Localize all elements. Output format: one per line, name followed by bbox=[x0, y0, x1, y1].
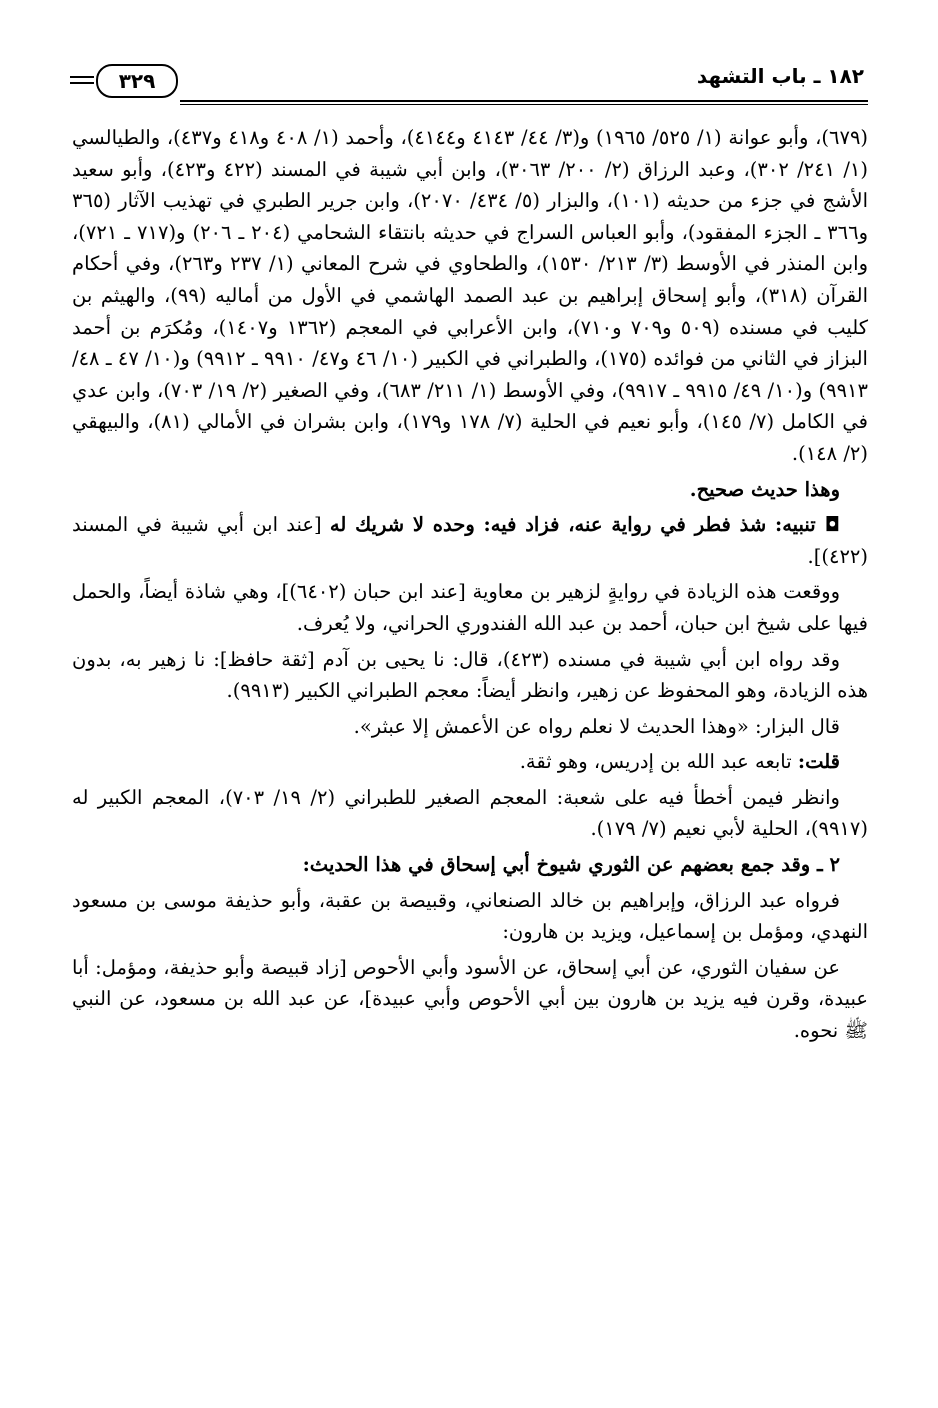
paragraph bbox=[72, 474, 868, 506]
paragraph bbox=[72, 885, 868, 948]
paragraph-text: وانظر فيمن أخطأ فيه على شعبة: المعجم الصغير للطبراني (٢/ ١٩/ ٧٠٣)، المعجم الكبير له (٩٩١٧)، الحلية لأبي نعيم (٧/ ١٧٩). bbox=[72, 785, 868, 841]
paragraph-lead: قلت: bbox=[797, 750, 840, 774]
page-number-ornament bbox=[70, 62, 200, 98]
paragraph bbox=[72, 711, 868, 743]
header-rule-thin bbox=[180, 104, 868, 105]
paragraph bbox=[72, 782, 868, 845]
page-number: ٣٢٩ bbox=[96, 64, 178, 98]
paragraph-text: وقد رواه ابن أبي شيبة في مسنده (٤٢٣)، قال: نا يحيى بن آدم [ثقة حافظ]: نا زهير به، بدون هذه الزيادة، وهو المحفوظ عن زهير، وانظر أيضاً: معجم الطبراني الكبير (٩٩١٣). bbox=[72, 647, 868, 703]
paragraph-text: [عند ابن أبي شيبة في المسند (٤٢٢)]. bbox=[72, 513, 868, 568]
paragraph-text: تابعه عبد الله بن إدريس، وهو ثقة. bbox=[519, 750, 798, 774]
paragraph-text: ووقعت هذه الزيادة في روايةٍ لزهير بن معاوية [عند ابن حبان (٦٤٠٢)]، وهي شاذة أيضاً، والحمل فيها على شيخ ابن حبان، أحمد بن عبد الله الفندوري الحراني، ولا يُعرف. bbox=[72, 580, 868, 635]
paragraph bbox=[72, 746, 868, 778]
ornament-line bbox=[70, 76, 94, 78]
paragraph bbox=[72, 644, 868, 707]
paragraph-text: فرواه عبد الرزاق، وإبراهيم بن خالد الصنعاني، وقبيصة بن عقبة، وأبو حذيفة موسى بن مسعود النهدي، ومؤمل بن إسماعيل، ويزيد بن هارون: bbox=[72, 888, 868, 944]
chapter-title: ١٨٢ ـ باب التشهد bbox=[696, 64, 864, 88]
paragraph-lead: ◘ تنبيه: شذ فطر في رواية عنه، فزاد فيه: وحده لا شريك له bbox=[329, 513, 840, 537]
paragraph-text: (٦٧٩)، وأبو عوانة (١/ ٥٢٥/ ١٩٦٥) و(٣/ ٤٤/ ٤١٤٣ و٤١٤٤)، وأحمد (١/ ٤٠٨ و٤١٨ و٤٣٧)، والطيالسي (١/ ٢٤١/ ٣٠٢)، وعبد الرزاق (٢/ ٢٠٠/ ٣٠٦٣)، وابن أبي شيبة في المسند (٤٢٢ و٤٢٣)، وأبو سعيد الأشج في جزء من حديثه (١٠١)، والبزار (٥/ ٤٣٤/ ٢٠٧٠)، وابن جرير الطبري في تهذيب الآثار (٣٦٥ و٣٦٦ ـ الجزء المفقود)، وأبو العباس السراج في حديثه بانتقاء الشحامي (٢٠٤ ـ ٢٠٦) و(٧١٧ ـ ٧٢١)، وابن المنذر في الأوسط (٣/ ٢١٣/ ١٥٣٠)، والطحاوي في شرح المعاني (١/ ٢٣٧ و٢٦٣)، وفي أحكام القرآن (٣١٨)، وأبو إسحاق إبراهيم بن عبد الصمد الهاشمي في الأول من أماليه (٩٩)، والهيثم بن كليب في مسنده (٥٠٩ و٧٠٩ و٧١٠)، وابن الأعرابي في المعجم (١٣٦٢ و١٤٠٧)، ومُكرَم بن أحمد البزاز في الثاني من فوائده (١٧٥)، والطبراني في الكبير (١٠/ ٤٦ و٤٧/ ٩٩١٠ ـ ٩٩١٢) و(١٠/ ٤٧ ـ ٤٨/ ٩٩١٣) و(١٠/ ٤٩/ ٩٩١٥ ـ ٩٩١٧)، وفي الأوسط (١/ ٢١١/ ٦٨٣)، وفي الصغير (٢/ ١٩/ ٧٠٣)، وابن عدي في الكامل (٧/ ١٤٥)، وأبو نعيم في الحلية (٧/ ١٧٨ و١٧٩)، وابن بشران في الأمالي (٨١)، والبيهقي (٢/ ١٤٨). bbox=[72, 126, 869, 465]
paragraph bbox=[72, 576, 868, 639]
paragraph bbox=[72, 952, 868, 1047]
paragraph-text: قال البزار: «وهذا الحديث لا نعلم رواه عن الأعمش إلا عبثر». bbox=[353, 714, 840, 738]
body-text bbox=[72, 122, 868, 1047]
paragraph bbox=[72, 509, 868, 572]
ornament-line bbox=[70, 82, 94, 84]
paragraph-text: وهذا حديث صحيح. bbox=[689, 477, 840, 501]
header-rule bbox=[180, 100, 868, 102]
paragraph bbox=[72, 122, 868, 470]
paragraph bbox=[72, 849, 868, 881]
page-header bbox=[70, 62, 868, 104]
paragraph-text: ٢ ـ وقد جمع بعضهم عن الثوري شيوخ أبي إسحاق في هذا الحديث: bbox=[302, 853, 840, 877]
paragraph-text: عن سفيان الثوري، عن أبي إسحاق، عن الأسود وأبي الأحوص [زاد قبيصة وأبو حذيفة، ومؤمل: أبا عبيدة، وقرن فيه يزيد بن هارون بين أبي الأحوص وأبي عبيدة]، عن عبد الله بن مسعود، عن النبي ﷺ نحوه. bbox=[72, 955, 868, 1043]
